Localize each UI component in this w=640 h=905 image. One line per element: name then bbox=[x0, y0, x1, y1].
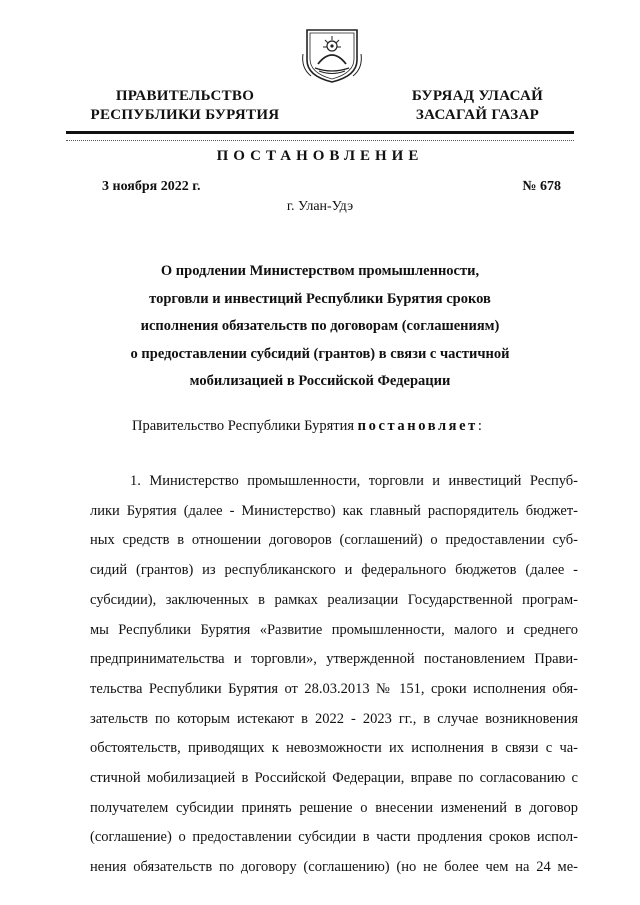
header-left-line2: РЕСПУБЛИКИ БУРЯТИЯ bbox=[90, 107, 280, 123]
coat-of-arms-icon bbox=[301, 24, 363, 84]
government-name-buryat bbox=[390, 87, 565, 125]
title-line: торговли и инвестиций Республики Бурятия сроков bbox=[149, 290, 491, 307]
body-line: сидий (грантов) из республиканского и федерального бюджетов (далее - bbox=[90, 562, 578, 579]
header-divider bbox=[66, 131, 574, 134]
body-line: стичной мобилизацией в Российской Федерации, вправе по согласованию с bbox=[90, 770, 578, 787]
body-line: нения обязательств по договору (соглашению) (но не более чем на 24 ме- bbox=[90, 859, 578, 876]
header-right-line2: ЗАСАГАЙ ГАЗАР bbox=[415, 107, 540, 123]
title-line: исполнения обязательств по договорам (соглашениям) bbox=[140, 318, 500, 334]
body-line: обстоятельств, приводящих к невозможности их исполнения в связи с ча- bbox=[90, 740, 578, 757]
intro-resolves: постановляет bbox=[357, 418, 478, 434]
header-right-line1: БУРЯАД УЛАСАЙ bbox=[411, 88, 544, 104]
title-line: о предоставлении субсидий (грантов) в связи с частичной bbox=[130, 345, 510, 362]
title-line: О продлении Министерством промышленности, bbox=[160, 263, 480, 279]
body-line: зательств по которым истекают в 2022 - 2023 гг., в случае возникновения bbox=[90, 710, 578, 727]
body-line: (соглашение) о предоставлении субсидии в части продления сроков испол- bbox=[90, 829, 578, 846]
document-date: 3 ноября 2022 г. bbox=[102, 179, 201, 194]
body-line: получателем субсидии принять решение о внесении изменений в договор bbox=[90, 799, 578, 816]
body-line: предпринимательства и торговли», утвержденной постановлением Прави- bbox=[90, 651, 578, 668]
resolution-intro bbox=[132, 418, 482, 435]
body-line: субсидии), заключенных в рамках реализации Государственной програм- bbox=[90, 591, 578, 608]
title-line: мобилизацией в Российской Федерации bbox=[189, 373, 451, 389]
header-divider-dotted bbox=[66, 140, 574, 141]
intro-prefix: Правительство Республики Бурятия bbox=[132, 418, 358, 434]
document-city: г. Улан-Удэ bbox=[286, 199, 354, 214]
header-left-line1: ПРАВИТЕЛЬСТВО bbox=[115, 88, 255, 104]
document-title bbox=[100, 258, 540, 396]
paragraph-1 bbox=[90, 467, 578, 883]
body-line: лики Бурятия (далее - Министерство) как главный распорядитель бюджет- bbox=[90, 502, 578, 519]
government-name-russian bbox=[70, 87, 300, 125]
body-line: тельства Республики Бурятия от 28.03.2013 № 151, сроки исполнения обя- bbox=[90, 680, 578, 697]
intro-suffix: : bbox=[477, 418, 482, 434]
body-line: мы Республики Бурятия «Развитие промышленности, малого и среднего bbox=[90, 621, 578, 638]
body-line: 1. Министерство промышленности, торговли и инвестиций Респуб- bbox=[130, 473, 578, 489]
body-line: ных средств в отношении договоров (соглашений) о предоставлении суб- bbox=[90, 532, 578, 549]
document-number: № 678 bbox=[522, 179, 561, 194]
document-type: ПОСТАНОВЛЕНИЕ bbox=[216, 148, 424, 164]
